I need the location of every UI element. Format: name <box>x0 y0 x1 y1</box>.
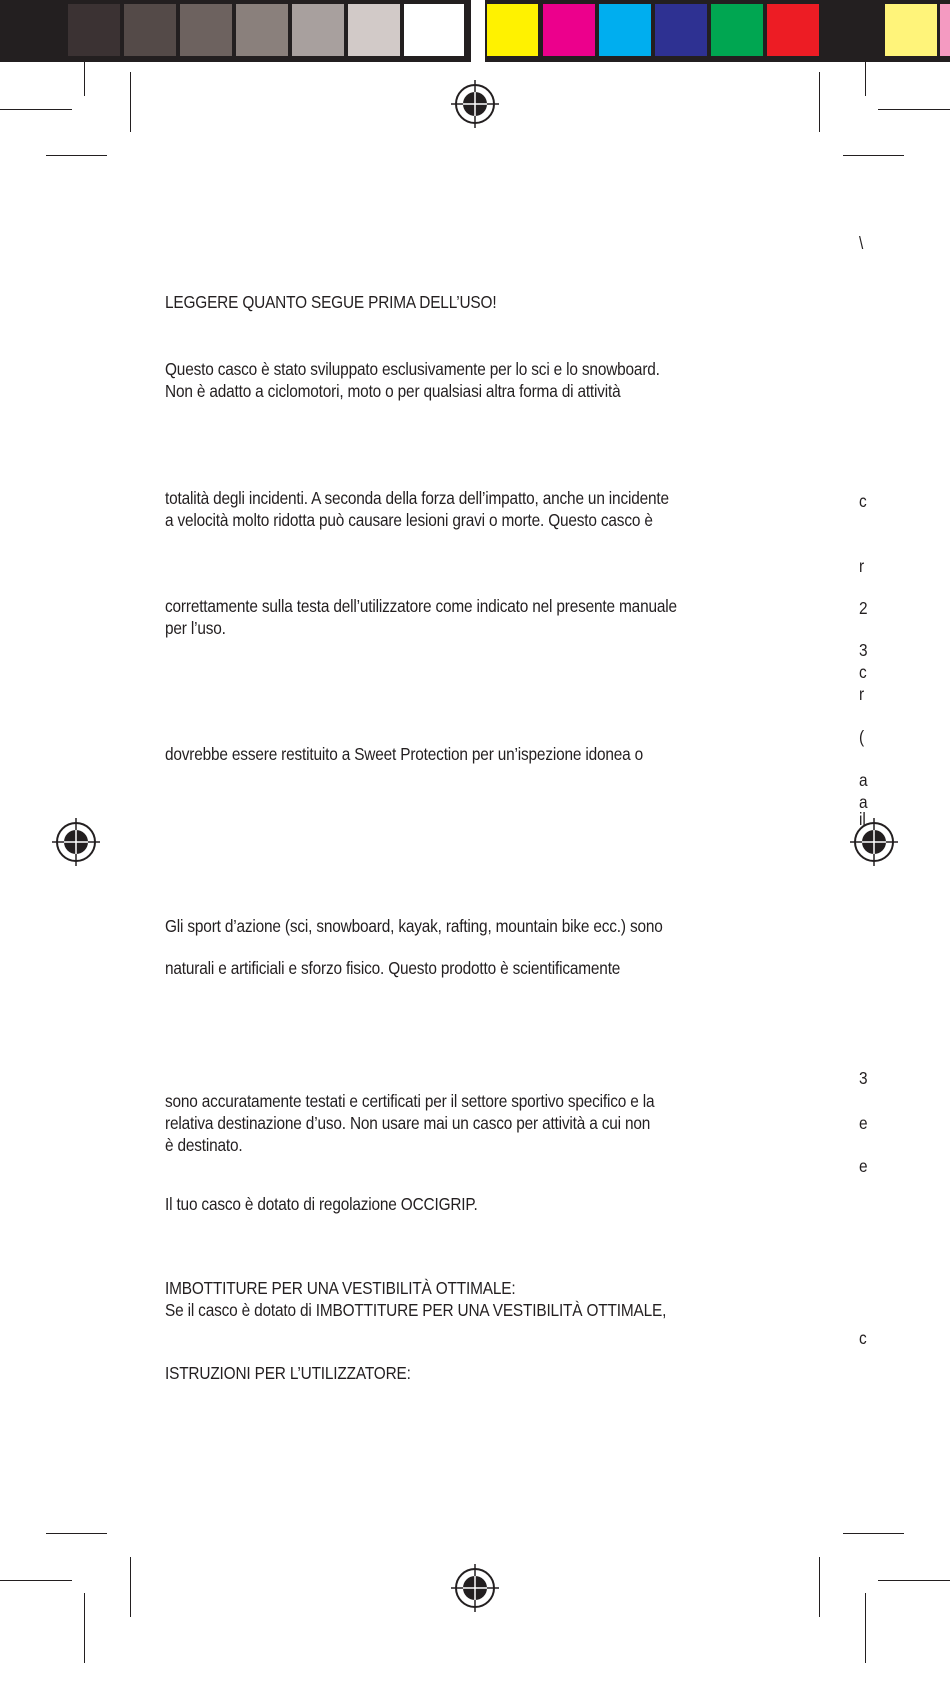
edge-fragment: il <box>859 809 866 829</box>
text-line: per l’uso. <box>165 618 226 638</box>
text-line: relativa destinazione d’uso. Non usare mai un casco per attività a cui non <box>165 1113 651 1133</box>
swatch-red <box>767 4 819 56</box>
edge-fragment: c <box>859 491 867 511</box>
crop-mark-bottom-left-h2 <box>46 1533 107 1534</box>
text-line: totalità degli incidenti. A seconda della forza dell’impatto, anche un incidente <box>165 488 669 508</box>
edge-fragment: \ <box>859 233 864 253</box>
edge-fragment: r <box>859 556 865 576</box>
registration-mark-bottom-icon <box>450 1563 500 1613</box>
crop-mark-top-left-v1 <box>84 60 85 96</box>
swatch-gray-4 <box>180 4 232 56</box>
crop-mark-bottom-left-h1 <box>0 1580 72 1581</box>
registration-mark-right-icon <box>849 817 899 867</box>
edge-fragment: a <box>859 770 868 790</box>
crop-mark-bottom-right-h1 <box>878 1580 950 1581</box>
edge-fragment: 3 <box>859 1068 868 1088</box>
text-line: naturali e artificiali e sforzo fisico. Questo prodotto è scientificamente <box>165 958 621 978</box>
edge-fragment: e <box>859 1156 868 1176</box>
heading-read-before-use: LEGGERE QUANTO SEGUE PRIMA DELL’USO! <box>165 292 497 312</box>
crop-mark-top-right-h2 <box>843 155 904 156</box>
swatch-cyan <box>599 4 651 56</box>
crop-mark-bottom-left-v2 <box>130 1557 131 1617</box>
color-calibration-bar <box>0 0 950 62</box>
swatch-gray-6 <box>292 4 344 56</box>
text-line: Non è adatto a ciclomotori, moto o per qualsiasi altra forma di attività <box>165 381 621 401</box>
swatch-blue <box>655 4 707 56</box>
edge-fragment: c <box>859 662 867 682</box>
swatch-yellow <box>487 4 538 56</box>
swatch-gray-3 <box>124 4 176 56</box>
swatch-green <box>711 4 763 56</box>
edge-fragment: ( <box>859 727 865 747</box>
crop-mark-top-right-v2 <box>819 72 820 132</box>
edge-fragment: 3 <box>859 640 868 660</box>
crop-mark-bottom-left-v1 <box>84 1593 85 1663</box>
swatch-black <box>823 4 883 56</box>
swatch-gray-2 <box>68 4 120 56</box>
text-line: Gli sport d’azione (sci, snowboard, kayak, rafting, mountain bike ecc.) sono <box>165 916 663 936</box>
text-line: è destinato. <box>165 1135 243 1155</box>
heading-user-instructions: ISTRUZIONI PER L’UTILIZZATORE: <box>165 1363 411 1383</box>
crop-mark-top-right-v1 <box>865 60 866 96</box>
crop-mark-top-right-h1 <box>878 109 950 110</box>
text-line: sono accuratamente testati e certificati per il settore sportivo specifico e la <box>165 1091 655 1111</box>
edge-fragment: 2 <box>859 598 868 618</box>
edge-fragment: r <box>859 684 865 704</box>
edge-fragment: e <box>859 1113 868 1133</box>
edge-fragment: a <box>859 792 868 812</box>
crop-mark-top-left-v2 <box>130 72 131 132</box>
crop-mark-bottom-right-v1 <box>865 1593 866 1663</box>
text-line: a velocità molto ridotta può causare lesioni gravi o morte. Questo casco è <box>165 510 653 530</box>
swatch-gray-5 <box>236 4 288 56</box>
swatch-gap <box>471 0 485 62</box>
heading-fit-pads: IMBOTTITURE PER UNA VESTIBILITÀ OTTIMALE: <box>165 1278 516 1298</box>
swatch-light-yellow <box>885 4 937 56</box>
swatch-gray-7 <box>348 4 400 56</box>
swatch-white <box>404 4 464 56</box>
edge-fragment: c <box>859 1328 867 1348</box>
crop-mark-top-left-h1 <box>0 109 72 110</box>
crop-mark-top-left-h2 <box>46 155 107 156</box>
text-line: Se il casco è dotato di IMBOTTITURE PER UNA VESTIBILITÀ OTTIMALE, <box>165 1300 667 1320</box>
swatch-gray-1 <box>12 4 64 56</box>
crop-mark-bottom-right-h2 <box>843 1533 904 1534</box>
registration-mark-left-icon <box>51 817 101 867</box>
registration-mark-top-icon <box>450 79 500 129</box>
crop-mark-bottom-right-v2 <box>819 1557 820 1617</box>
swatch-magenta <box>543 4 595 56</box>
text-line: Questo casco è stato sviluppato esclusivamente per lo sci e lo snowboard. <box>165 359 660 379</box>
text-line: correttamente sulla testa dell’utilizzatore come indicato nel presente manuale <box>165 596 677 616</box>
swatch-light-magenta <box>940 4 950 56</box>
text-line: Il tuo casco è dotato di regolazione OCCIGRIP. <box>165 1194 478 1214</box>
text-line: dovrebbe essere restituito a Sweet Protection per un’ispezione idonea o <box>165 744 644 764</box>
